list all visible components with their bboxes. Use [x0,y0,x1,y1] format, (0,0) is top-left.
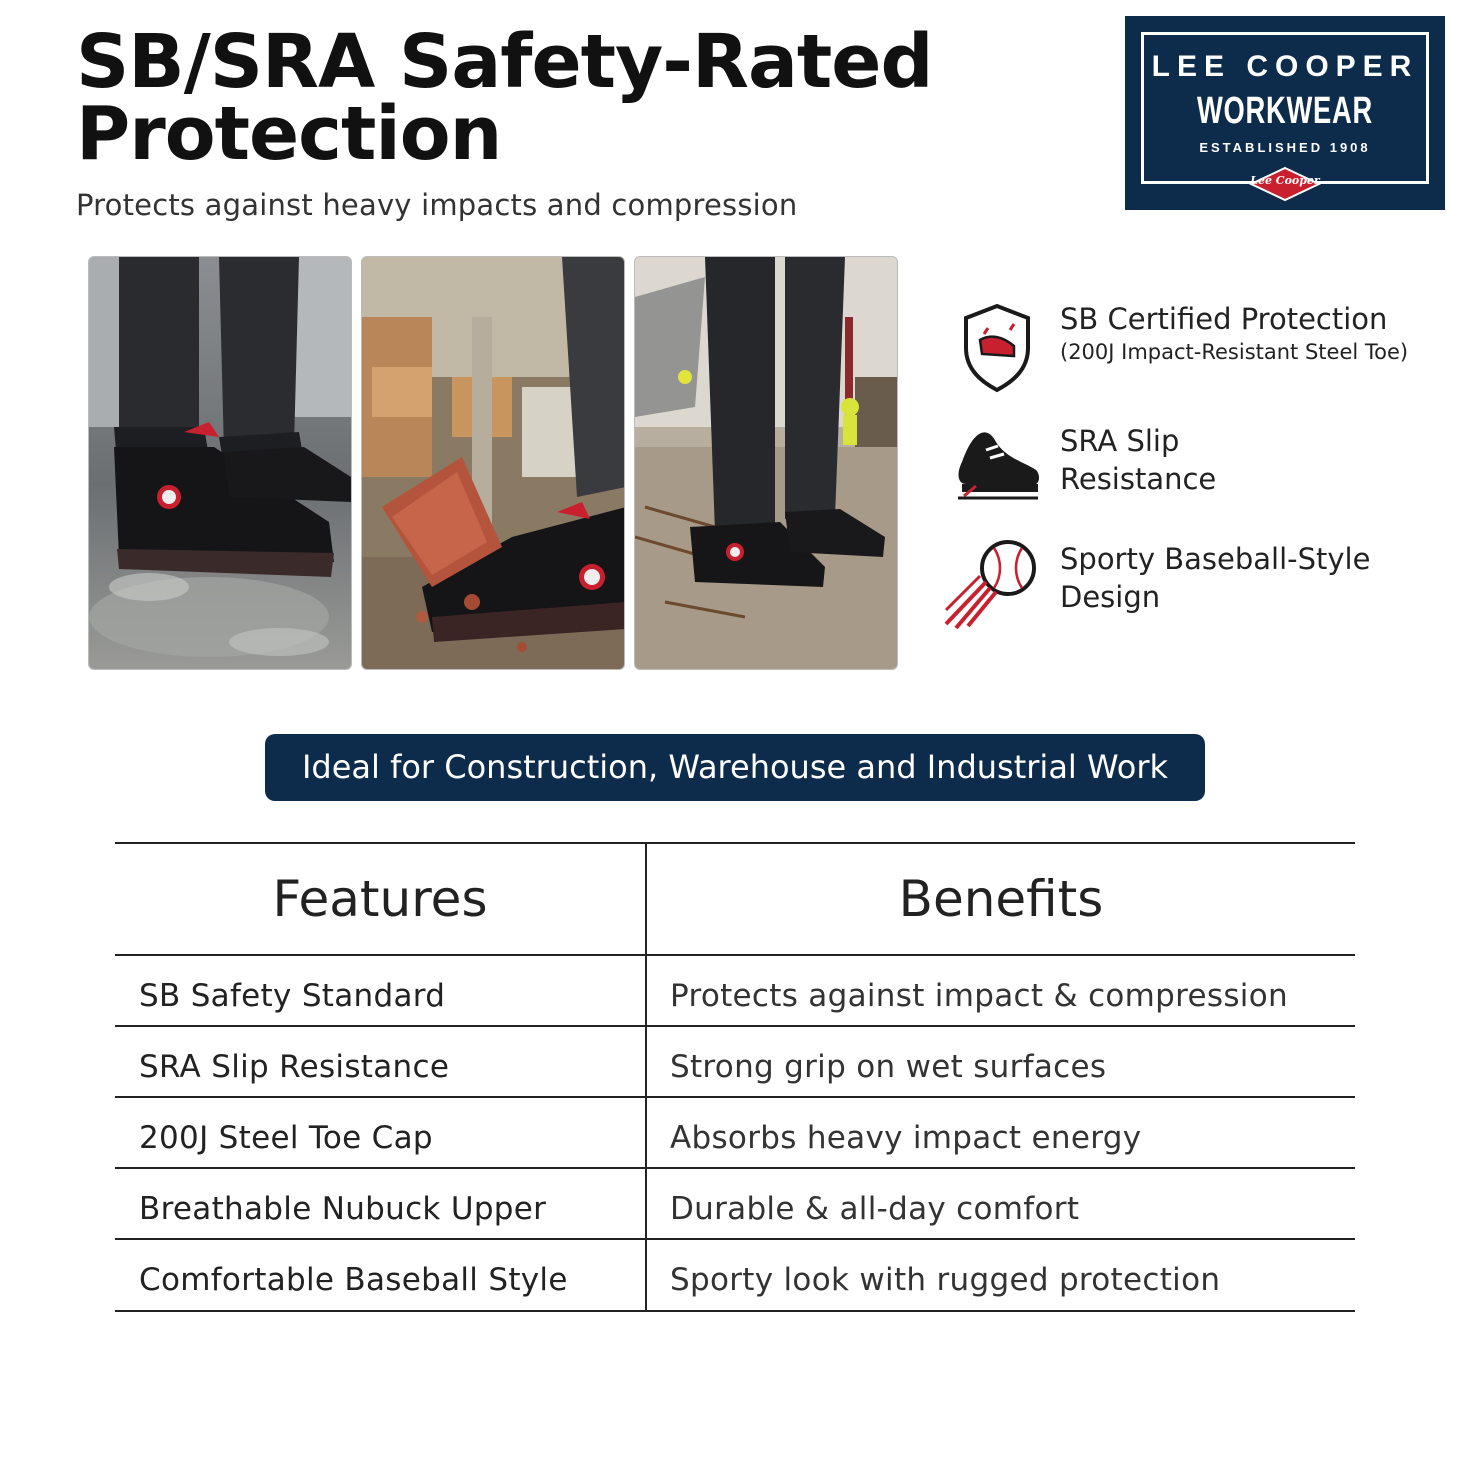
logo-workwear: WORKWEAR [1197,90,1373,132]
feature-baseball-line2: Design [1060,580,1161,614]
row-benefit: Sporty look with rugged protection [670,1262,1221,1298]
baseball-icon [940,540,1050,640]
shield-toe-icon [940,300,1050,400]
header-features: Features [272,870,488,928]
logo-brand: LEE COOPER [1151,50,1419,83]
construction-site-photo [634,256,898,670]
feature-sb-title: SB Certified Protection [1060,302,1388,336]
logo-badge-text: Lee Cooper [1250,174,1320,187]
page-title: SB/SRA Safety-Rated Protection [76,19,933,177]
header-benefits: Benefits [898,870,1104,928]
table-row-rule [115,1025,1355,1027]
lee-cooper-logo [1125,16,1445,210]
row-benefit: Strong grip on wet surfaces [670,1049,1107,1085]
row-benefit: Absorbs heavy impact energy [670,1120,1142,1156]
logo-established: ESTABLISHED 1908 [1199,140,1371,155]
row-benefit: Protects against impact & compression [670,978,1288,1014]
table-row-rule [115,1167,1355,1169]
table-bottom-rule [115,1310,1355,1312]
feature-sra-line1: SRA Slip [1060,424,1180,458]
table-row-rule [115,1096,1355,1098]
row-feature: SRA Slip Resistance [139,1049,450,1085]
feature-sra-line2: Resistance [1060,462,1217,496]
row-feature: SB Safety Standard [139,978,446,1014]
feature-baseball-line1: Sporty Baseball-Style [1060,542,1371,576]
row-feature: Comfortable Baseball Style [139,1262,568,1298]
brick-impact-photo [361,256,625,670]
page-subtitle: Protects against heavy impacts and compression [76,188,798,222]
row-feature: Breathable Nubuck Upper [139,1191,547,1227]
wet-floor-photo [88,256,352,670]
table-header-rule [115,954,1355,956]
table-top-rule [115,842,1355,844]
ideal-for-banner: Ideal for Construction, Warehouse and Industrial Work [265,734,1205,801]
row-benefit: Durable & all-day comfort [670,1191,1080,1227]
row-feature: 200J Steel Toe Cap [139,1120,433,1156]
table-row-rule [115,1238,1355,1240]
slip-shoe-icon [940,422,1050,522]
feature-sb-detail: (200J Impact-Resistant Steel Toe) [1060,340,1409,364]
